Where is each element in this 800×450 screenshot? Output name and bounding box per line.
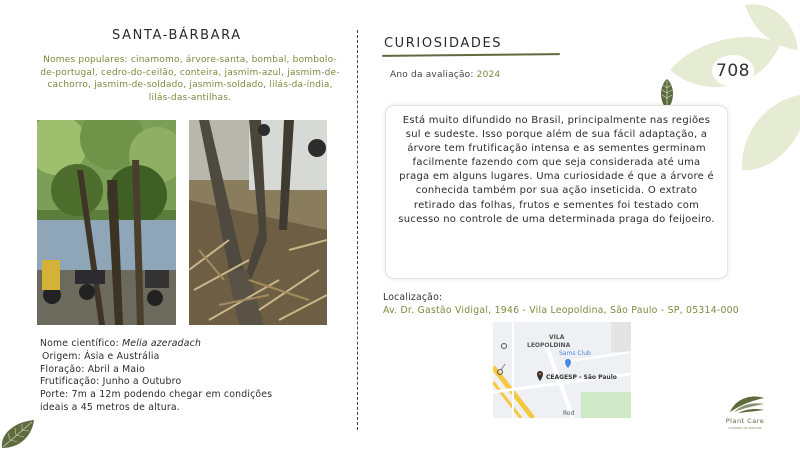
plant-care-logo-icon: [728, 392, 766, 416]
leaf-icon-bottom: [0, 418, 36, 450]
plant-facts: [40, 338, 272, 415]
scientific-name-row: [40, 338, 272, 351]
scientific-name-label: Nome científico:: [40, 338, 119, 349]
column-divider: [357, 30, 358, 430]
plant-number: 708: [716, 61, 750, 81]
size-row-2: ideais a 45 metros de altura.: [40, 401, 180, 413]
plant-photo-trunk: [189, 120, 327, 325]
map-store-label: Sams Club: [559, 350, 591, 357]
size-row-1: Porte: 7m a 12m podendo chegar em condições: [40, 389, 273, 401]
map-place-label: CEAGESP - São Paulo: [546, 374, 617, 381]
location-label: Localização:: [383, 292, 443, 303]
logo-name: Plant Care: [725, 417, 765, 425]
map-district-1: VILA: [549, 334, 565, 341]
map-road-label: Rod: [563, 410, 575, 417]
scientific-name-value: Melia azeradach: [122, 338, 202, 349]
curiosity-card: [385, 105, 728, 279]
fruiting-row: Frutificação: Junho a Outubro: [40, 376, 182, 388]
origin-row: Origem: Ásia e Austrália: [42, 350, 160, 362]
leaf-shape-bottom: [742, 95, 800, 170]
flowering-row: Floração: Abril a Maio: [40, 363, 145, 375]
map-district-2: LEOPOLDINA: [527, 342, 571, 349]
plant-title: SANTA-BÁRBARA: [112, 28, 242, 43]
logo-tagline: cuidado de plantas: [728, 426, 762, 430]
curiosities-title: CURIOSIDADES: [384, 36, 503, 51]
location-map[interactable]: [493, 322, 631, 418]
evaluation-year: [390, 70, 500, 80]
location-address[interactable]: Av. Dr. Gastão Vidigal, 1946 - Vila Leopoldina, São Paulo - SP, 05314-000: [383, 305, 739, 316]
popular-names: Nomes populares: cinamomo, árvore-santa, bombal, bombolo-de-portugal, cedro-do-ceilão, conteira, jasmim-azul, jasmim-de-cachorro, jasmim-de-soldado, jasmim-soldado, lilás-da-índia, lilás-das-antilhas.: [40, 55, 340, 103]
curiosities-underline: [382, 53, 560, 57]
plant-photo-canopy: [37, 120, 176, 325]
evaluation-year-label: Ano da avaliação:: [390, 70, 474, 80]
evaluation-year-value: 2024: [476, 70, 501, 80]
curiosity-text: Está muito difundido no Brasil, principalmente nas regiões sul e sudeste. Isso porque além de sua fácil adaptação, a árvore tem frutificação intensa e as sementes germinam facilmente fazendo com que seja considerada até uma praga em alguns lugares. Uma curiosidade é que a árvore é conhecida também por sua ação inseticida. O extrato retirado das folhas, frutos e sementes foi testado com sucesso no controle de uma determinada praga do feijoeiro.: [398, 115, 715, 225]
